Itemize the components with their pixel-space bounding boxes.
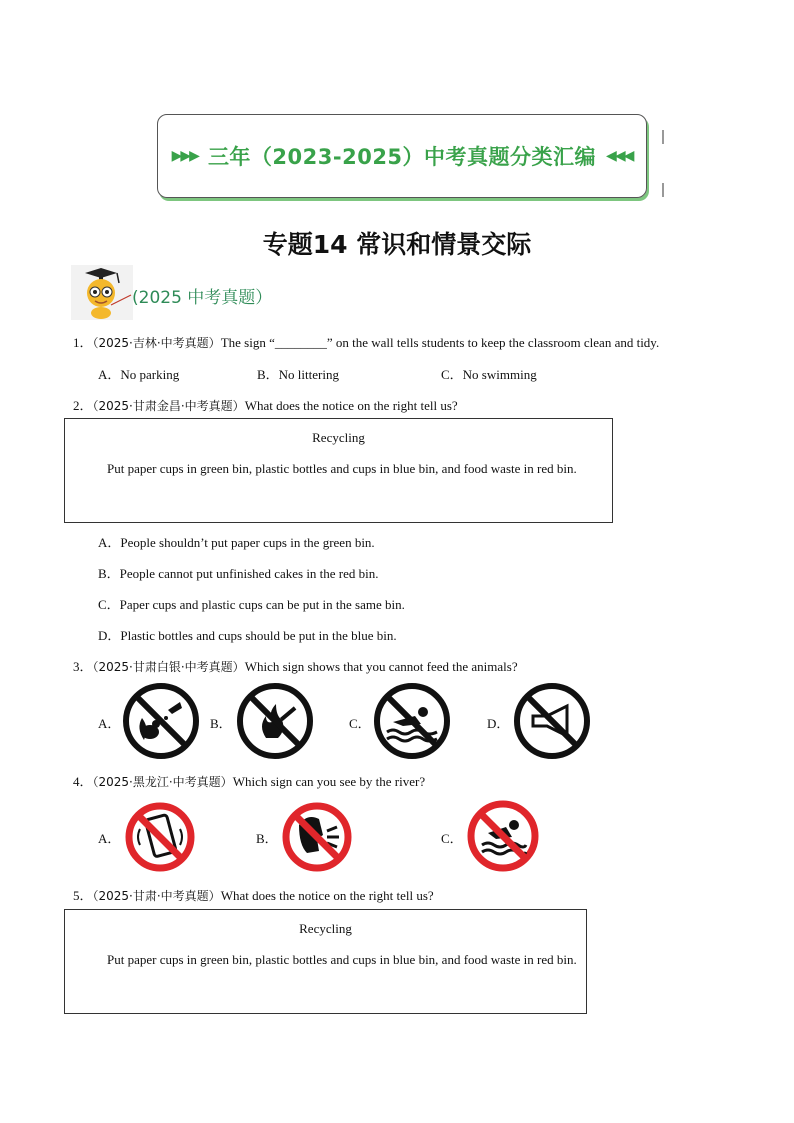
page-title: 专题14 常识和情景交际 <box>262 230 532 259</box>
q2-option-c: C．Paper cups and plastic cups can be put in the same bin. <box>98 597 405 612</box>
notice-title: Recycling <box>299 921 352 936</box>
question-1: 1．（2025·吉林·中考真题）The sign “________” on the wall tells students to keep the classroom clean and tidy. <box>73 335 660 350</box>
notice-body: Put paper cups in green bin, plastic bottles and cups in blue bin, and food waste in red bin. <box>107 461 577 476</box>
right-arrows-icon: ◀◀◀ <box>606 148 633 164</box>
section-label: (2025 中考真题） <box>132 288 273 308</box>
q4-option-b: B． <box>256 831 278 846</box>
mascot-icon <box>71 265 133 320</box>
q3-option-a: A． <box>98 716 121 731</box>
q3-option-c: C． <box>349 716 371 731</box>
no-phone-sign-icon <box>124 801 196 873</box>
banner-title: 三年（2023-2025）中考真题分类汇编 <box>207 145 597 169</box>
q2-option-b: B．People cannot put unfinished cakes in the red bin. <box>98 566 379 581</box>
question-5: 5．（2025·甘肃·中考真题）What does the notice on the right tell us? <box>73 888 434 903</box>
no-swimming-sign-icon <box>466 799 540 873</box>
q4-option-a: A． <box>98 831 121 846</box>
question-2: 2．（2025·甘肃金昌·中考真题）What does the notice on the right tell us? <box>73 398 458 413</box>
q1-option-c: C．No swimming <box>441 367 537 382</box>
divider <box>662 130 664 144</box>
q1-option-b: B．No littering <box>257 367 339 382</box>
no-swimming-sign-icon <box>373 682 451 760</box>
notice-title: Recycling <box>312 430 365 445</box>
question-4: 4．（2025·黑龙江·中考真题）Which sign can you see by the river? <box>73 774 426 789</box>
header-banner <box>157 114 647 198</box>
no-shouting-sign-icon <box>281 801 353 873</box>
q2-option-d: D．Plastic bottles and cups should be put in the blue bin. <box>98 628 397 643</box>
q3-option-d: D． <box>487 716 510 731</box>
no-fire-sign-icon <box>236 682 314 760</box>
notice-box <box>64 418 613 523</box>
question-3: 3．（2025·甘肃白银·中考真题）Which sign shows that you cannot feed the animals? <box>73 659 518 674</box>
q1-option-a: A．No parking <box>98 367 180 382</box>
q4-option-c: C． <box>441 831 463 846</box>
divider <box>662 183 664 197</box>
notice-box <box>64 909 587 1014</box>
notice-body: Put paper cups in green bin, plastic bottles and cups in blue bin, and food waste in red bin. <box>107 952 577 967</box>
no-honking-sign-icon <box>513 682 591 760</box>
left-arrows-icon: ▶▶▶ <box>171 148 198 164</box>
no-feeding-animals-sign-icon <box>122 682 200 760</box>
q2-option-a: A．People shouldn’t put paper cups in the green bin. <box>98 535 375 550</box>
q3-option-b: B． <box>210 716 232 731</box>
